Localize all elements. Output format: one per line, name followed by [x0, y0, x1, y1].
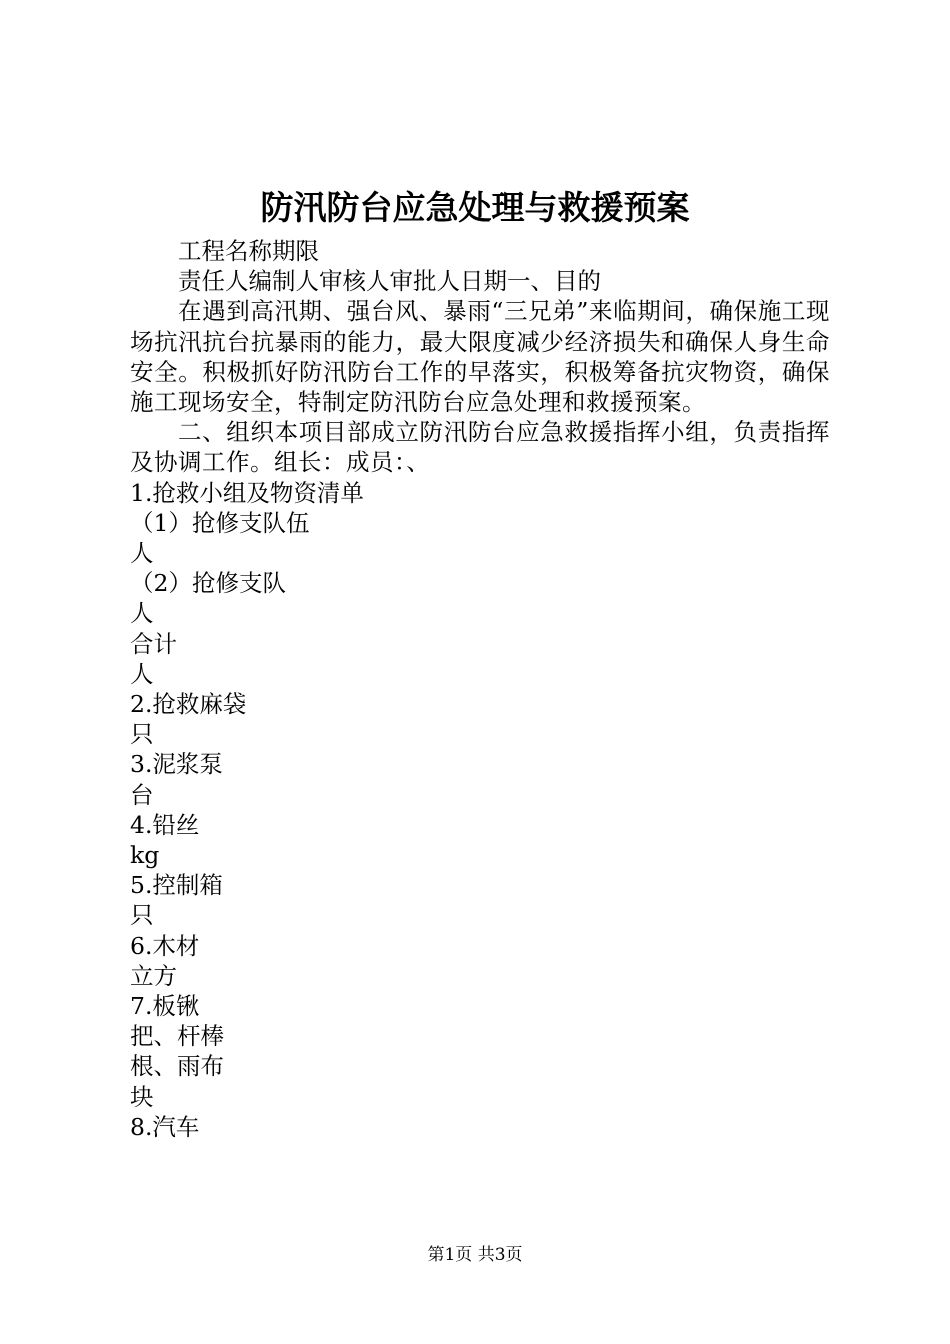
list-item: 把、杆棒 — [130, 1022, 224, 1051]
list-item: 人 — [130, 599, 154, 628]
list-item: 人 — [130, 659, 154, 688]
list-item: 8.汽车 — [130, 1112, 200, 1141]
list-item: 立方 — [130, 961, 177, 990]
list-item: 2.抢救麻袋 — [130, 690, 247, 719]
page-number: 第1页 共3页 — [427, 1245, 523, 1265]
list-item: （1）抢修支队伍 — [130, 508, 310, 537]
list-item: （2）抢修支队 — [130, 569, 286, 598]
list-item: 根、雨布 — [130, 1052, 224, 1081]
organization-paragraph: 二、组织本项目部成立防汛防台应急救援指挥小组，负责指挥及协调工作。组长：成员：、 — [130, 418, 830, 477]
list-item: 4.铅丝 — [130, 810, 200, 839]
list-item: 6.木材 — [130, 931, 200, 960]
list-item: 块 — [130, 1082, 154, 1111]
purpose-paragraph: 在遇到高汛期、强台风、暴雨“三兄弟”来临期间，确保施工现场抗汛抗台抗暴雨的能力，最大限度减少经济损失和确保人身生命安全。积极抓好防汛防台工作的早落实，积极筹备抗灾物资，确保施工现场安全，特制定防汛防台应急处理和救援预案。 — [130, 297, 830, 417]
document-title: 防汛防台应急处理与救援预案 — [260, 188, 690, 227]
list-item: 3.泥浆泵 — [130, 750, 223, 779]
list-item: 1.抢救小组及物资清单 — [130, 478, 364, 507]
list-item: 只 — [130, 901, 154, 930]
document-body — [130, 236, 830, 1142]
materials-list — [130, 478, 830, 1142]
header-line-project: 工程名称期限 — [178, 237, 319, 265]
list-item: 只 — [130, 720, 154, 749]
list-item: 5.控制箱 — [130, 871, 223, 900]
list-item: 7.板锹 — [130, 992, 200, 1021]
list-item: kg — [130, 841, 160, 870]
header-line-signoff: 责任人编制人审核人审批人日期一、目的 — [178, 267, 601, 296]
list-item: 人 — [130, 539, 154, 568]
list-item: 合计 — [130, 629, 177, 658]
list-item: 台 — [130, 780, 154, 809]
